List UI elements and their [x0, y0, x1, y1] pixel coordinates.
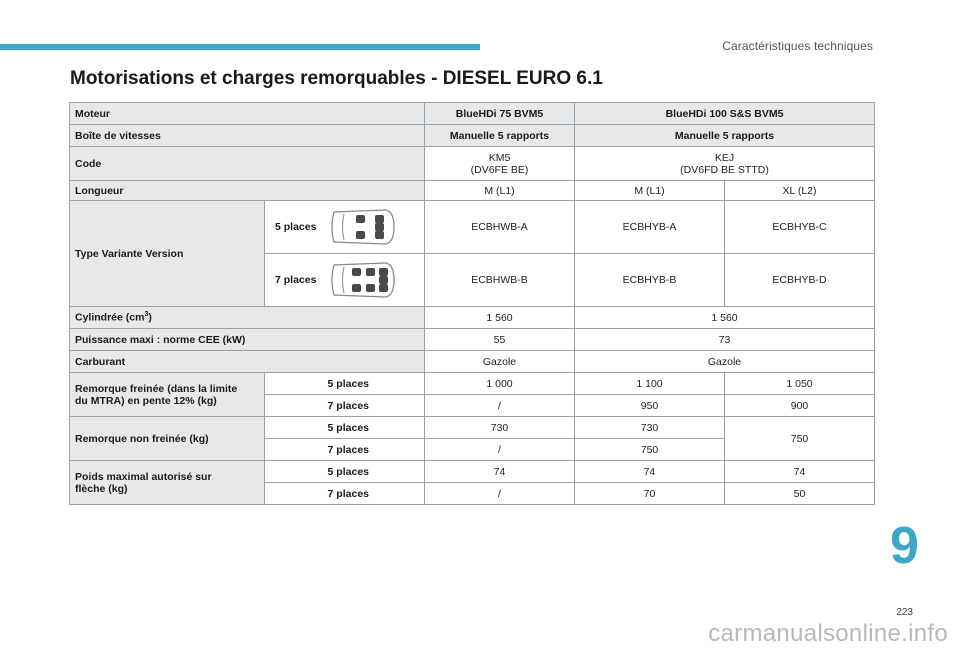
row-label: Longueur — [70, 181, 425, 201]
seats-label: 5 places — [265, 373, 425, 395]
row-label: Puissance maxi : norme CEE (kW) — [70, 329, 425, 351]
row-label: Boîte de vitesses — [70, 125, 425, 147]
fuel-value: Gazole — [575, 351, 875, 373]
tvv-value: ECBHYB-D — [725, 254, 875, 307]
engine-header-2: BlueHDi 100 S&S BVM5 — [575, 103, 875, 125]
row-label — [70, 307, 425, 329]
length-value: M (L1) — [425, 181, 575, 201]
row-label: Carburant — [70, 351, 425, 373]
unbraked-trailer-value: 750 — [575, 439, 725, 461]
watermark: carmanualsonline.info — [708, 620, 948, 647]
table-row-code — [70, 147, 875, 181]
code-line: KM5 — [488, 151, 511, 164]
code-line: (DV6FE BE) — [470, 163, 529, 176]
length-value: M (L1) — [575, 181, 725, 201]
seats-label: 7 places — [265, 439, 425, 461]
table-row-carburant — [70, 351, 875, 373]
braked-trailer-value: / — [425, 395, 575, 417]
specs-table — [69, 102, 875, 505]
displacement-value: 1 560 — [425, 307, 575, 329]
seats-label: 7 places — [265, 483, 425, 505]
gearbox-value-1: Manuelle 5 rapports — [425, 125, 575, 147]
nose-weight-value: / — [425, 483, 575, 505]
fuel-value: Gazole — [425, 351, 575, 373]
power-value: 55 — [425, 329, 575, 351]
seats-label: 5 places — [265, 417, 425, 439]
table-row-longueur — [70, 181, 875, 201]
tvv-value: ECBHWB-B — [425, 254, 575, 307]
table-row-remorque-non-freinee-5 — [70, 417, 875, 439]
unbraked-trailer-value: 730 — [425, 417, 575, 439]
unbraked-trailer-value: 750 — [725, 417, 875, 461]
table-row-poids-fleche-5 — [70, 461, 875, 483]
nose-weight-value: 74 — [725, 461, 875, 483]
displacement-value: 1 560 — [575, 307, 875, 329]
car-5-seats-icon — [328, 206, 398, 248]
unbraked-trailer-value: 730 — [575, 417, 725, 439]
braked-trailer-value: 950 — [575, 395, 725, 417]
label-line: du MTRA) en pente 12% (kg) — [75, 394, 217, 407]
code-line: (DV6FD BE STTD) — [680, 163, 769, 176]
braked-trailer-value: 1 050 — [725, 373, 875, 395]
label-text: ) — [148, 311, 152, 324]
label-line: Poids maximal autorisé sur — [75, 470, 212, 483]
braked-trailer-value: 1 100 — [575, 373, 725, 395]
gearbox-value-2: Manuelle 5 rapports — [575, 125, 875, 147]
seats-label: 7 places — [275, 274, 317, 286]
nose-weight-value: 50 — [725, 483, 875, 505]
seats-label: 5 places — [275, 221, 317, 233]
row-label — [70, 461, 265, 505]
nose-weight-value: 70 — [575, 483, 725, 505]
seats-label: 7 places — [265, 395, 425, 417]
code-value-1 — [425, 147, 575, 181]
row-label: Type Variante Version — [70, 201, 265, 307]
label-line: flèche (kg) — [75, 482, 128, 495]
tvv-value: ECBHWB-A — [425, 201, 575, 254]
tvv-value: ECBHYB-A — [575, 201, 725, 254]
row-label: Moteur — [70, 103, 425, 125]
table-row-boite — [70, 125, 875, 147]
power-value: 73 — [575, 329, 875, 351]
seating-7-places — [265, 254, 425, 307]
engine-header-1: BlueHDi 75 BVM5 — [425, 103, 575, 125]
section-label: Caractéristiques techniques — [722, 39, 873, 53]
seats-label: 5 places — [265, 461, 425, 483]
seating-5-places — [265, 201, 425, 254]
length-value: XL (L2) — [725, 181, 875, 201]
tvv-value: ECBHYB-B — [575, 254, 725, 307]
nose-weight-value: 74 — [575, 461, 725, 483]
row-label: Code — [70, 147, 425, 181]
nose-weight-value: 74 — [425, 461, 575, 483]
header-accent-bar — [0, 44, 480, 50]
page-title: Motorisations et charges remorquables - DIESEL EURO 6.1 — [70, 68, 603, 89]
braked-trailer-value: 900 — [725, 395, 875, 417]
table-row-tvv-5 — [70, 201, 875, 254]
code-value-2 — [575, 147, 875, 181]
table-row-cylindree — [70, 307, 875, 329]
chapter-number: 9 — [890, 517, 919, 575]
table-row-remorque-freinee-5 — [70, 373, 875, 395]
unbraked-trailer-value: / — [425, 439, 575, 461]
label-line: Remorque freinée (dans la limite — [75, 382, 238, 395]
page-number: 223 — [896, 607, 913, 618]
braked-trailer-value: 1 000 — [425, 373, 575, 395]
row-label — [70, 373, 265, 417]
code-line: KEJ — [714, 151, 735, 164]
table-row-puissance — [70, 329, 875, 351]
label-superscript: 3 — [144, 311, 149, 319]
car-7-seats-icon — [328, 259, 398, 301]
label-text: Cylindrée (cm — [75, 311, 145, 324]
row-label: Remorque non freinée (kg) — [70, 417, 265, 461]
table-row-moteur — [70, 103, 875, 125]
tvv-value: ECBHYB-C — [725, 201, 875, 254]
